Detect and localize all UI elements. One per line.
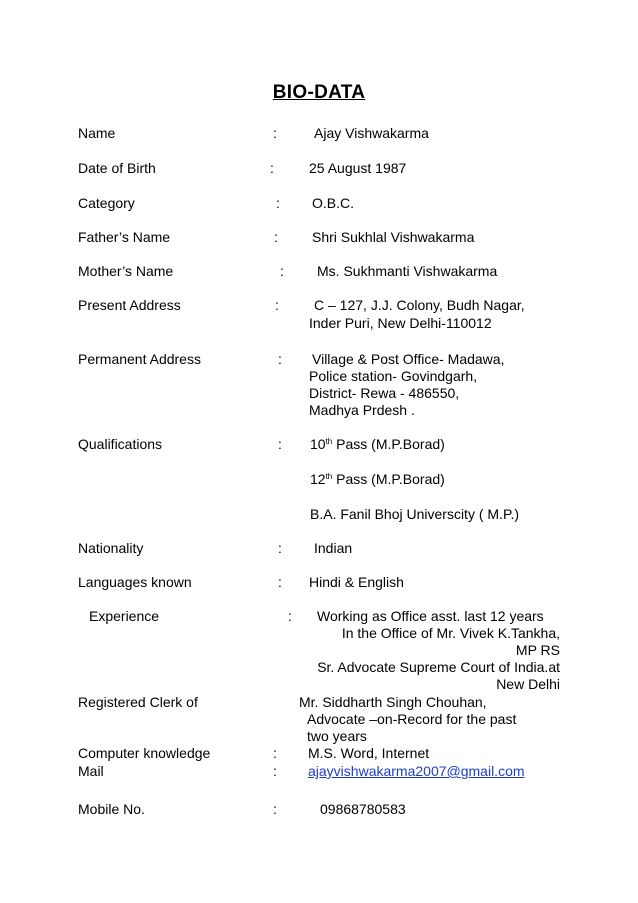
qualification-item: 12th Pass (M.P.Borad) xyxy=(310,471,445,487)
mobile-colon: : xyxy=(273,801,277,817)
computer-knowledge-colon: : xyxy=(273,745,277,761)
present-address-line: Inder Puri, New Delhi-110012 xyxy=(309,315,492,331)
dob-value: 25 August 1987 xyxy=(309,160,407,176)
nationality-value: Indian xyxy=(314,540,353,556)
name-label: Name xyxy=(78,125,116,141)
experience-line: MP RS xyxy=(515,642,560,658)
mother-label: Mother’s Name xyxy=(78,263,174,279)
mobile-value: 09868780583 xyxy=(320,801,406,817)
dob-colon: : xyxy=(270,160,274,176)
qualifications-label: Qualifications xyxy=(78,436,163,452)
name-value: Ajay Vishwakarma xyxy=(314,125,429,141)
present-address-label: Present Address xyxy=(78,297,181,313)
category-value: O.B.C. xyxy=(312,195,355,211)
experience-line: New Delhi xyxy=(496,676,560,692)
name-colon: : xyxy=(273,125,277,141)
mail-colon: : xyxy=(273,763,277,779)
permanent-address-colon: : xyxy=(278,351,282,367)
languages-colon: : xyxy=(278,574,282,590)
nationality-label: Nationality xyxy=(78,540,144,556)
computer-knowledge-value: M.S. Word, Internet xyxy=(308,745,430,761)
experience-colon: : xyxy=(288,608,292,624)
mail-label: Mail xyxy=(78,763,104,779)
mother-value: Ms. Sukhmanti Vishwakarma xyxy=(317,263,498,279)
mother-colon: : xyxy=(280,263,284,279)
dob-label: Date of Birth xyxy=(78,160,156,176)
category-label: Category xyxy=(78,195,135,211)
father-label: Father’s Name xyxy=(78,229,171,245)
registered-clerk-line: two years xyxy=(307,728,367,744)
languages-label: Languages known xyxy=(78,574,192,590)
registered-clerk-label: Registered Clerk of xyxy=(78,694,198,710)
category-colon: : xyxy=(276,195,280,211)
permanent-address-line: Village & Post Office- Madawa, xyxy=(312,351,505,367)
qualification-item: B.A. Fanil Bhoj Universcity ( M.P.) xyxy=(310,506,520,522)
computer-knowledge-label: Computer knowledge xyxy=(78,745,211,761)
email-link[interactable]: ajayvishwakarma2007@gmail.com xyxy=(308,763,525,779)
experience-line: Working as Office asst. last 12 years xyxy=(317,608,544,624)
qualification-item: 10th Pass (M.P.Borad) xyxy=(310,436,445,452)
permanent-address-line: Madhya Prdesh . xyxy=(309,402,415,418)
present-address-line: C – 127, J.J. Colony, Budh Nagar, xyxy=(314,297,525,313)
experience-label: Experience xyxy=(89,608,160,624)
permanent-address-label: Permanent Address xyxy=(78,351,201,367)
qualifications-colon: : xyxy=(278,436,282,452)
registered-clerk-line: Advocate –on-Record for the past xyxy=(307,711,517,727)
father-value: Shri Sukhlal Vishwakarma xyxy=(312,229,475,245)
nationality-colon: : xyxy=(278,540,282,556)
permanent-address-line: District- Rewa - 486550, xyxy=(309,385,460,401)
experience-line: In the Office of Mr. Vivek K.Tankha, xyxy=(341,625,560,641)
page-title: BIO-DATA xyxy=(272,82,366,103)
mobile-label: Mobile No. xyxy=(78,801,145,817)
present-address-colon: : xyxy=(275,297,279,313)
registered-clerk-line: Mr. Siddharth Singh Chouhan, xyxy=(299,694,487,710)
experience-line: Sr. Advocate Supreme Court of India.at xyxy=(317,659,560,675)
father-colon: : xyxy=(274,229,278,245)
permanent-address-line: Police station- Govindgarh, xyxy=(309,368,478,384)
languages-value: Hindi & English xyxy=(309,574,404,590)
